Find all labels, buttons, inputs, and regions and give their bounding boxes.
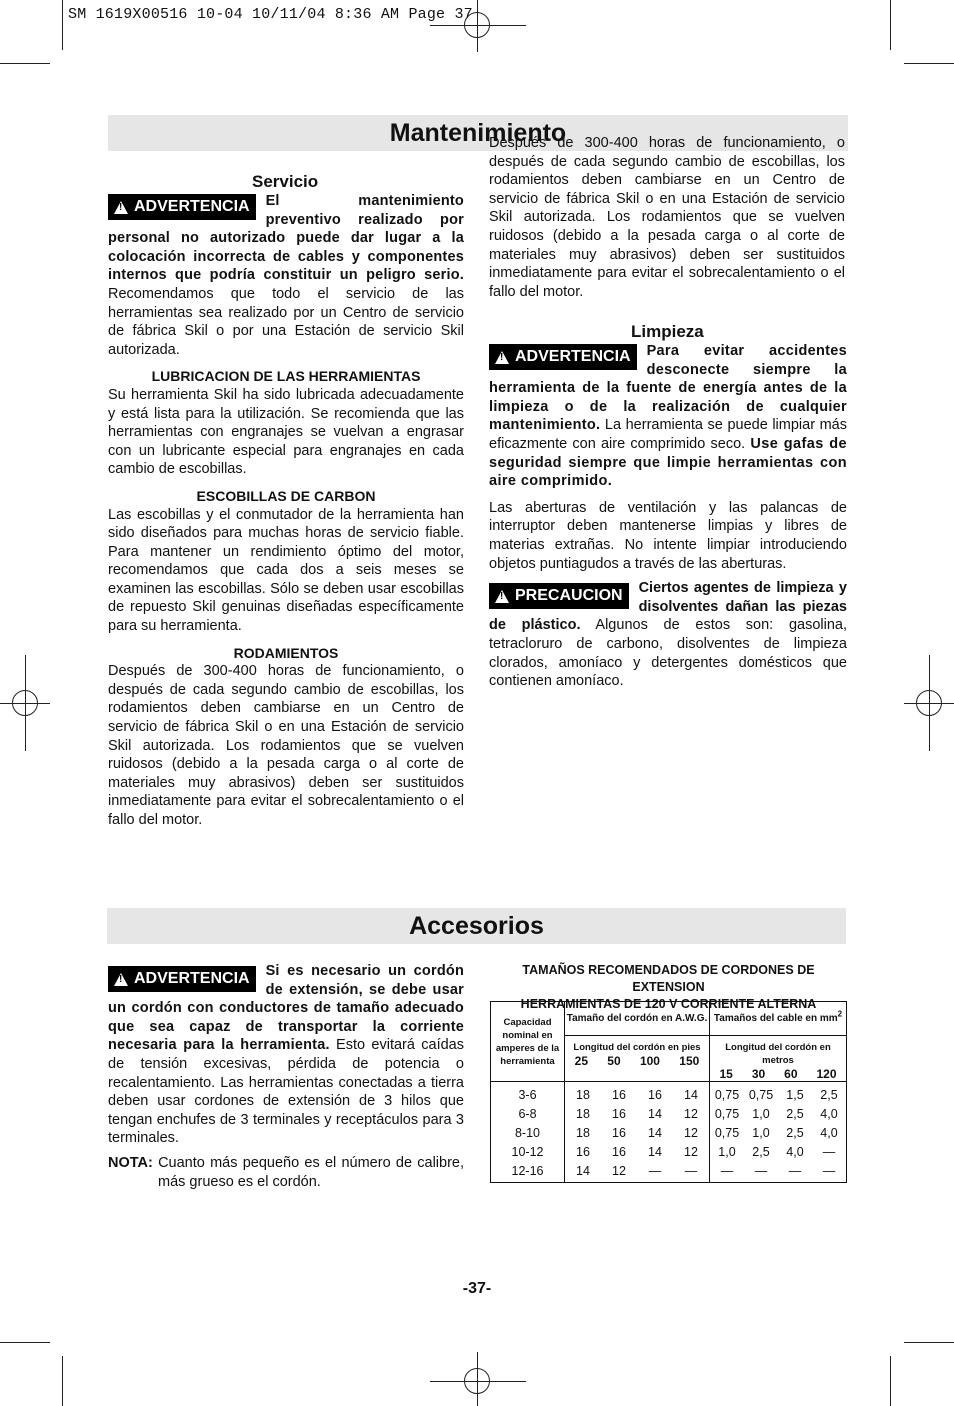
acc-text: Esto evitará caídas de tensión excesivas, pérdida de potencia o recalentamiento. Las herramientas conectadas a tierra deben usar cordones de extensión de 3 hilos que tengan enchufes de 3 terminales y receptáculos para 3 terminales. — [108, 1037, 464, 1147]
servicio-text: Recomendamos que todo el servicio de las herramientas sea realizado por un Centro de servicio de fábrica Skil o por una Estación de servicio Skil autorizada. — [108, 285, 464, 358]
table-title: TAMAÑOS RECOMENDADOS DE CORDONES DE EXTENSION HERRAMIENTAS DE 120 V CORRIENTE ALTERNA — [520, 963, 817, 1011]
warning-icon: ! — [114, 201, 128, 214]
crop-mark — [904, 1342, 954, 1343]
mm-column — [710, 1002, 846, 1182]
escobillas-text: Las escobillas y el conmutador de la herramienta han sido diseñados para muchas horas de servicio fiable. Para mantener un rendimiento óptimo del motor, recomendamos que cada dos a seis meses se examinen las escobillas. Sólo se deben usar escobillas de repuesto Skil genuinas diseñadas específicamente para su herramienta. — [108, 506, 464, 635]
warning-icon: ! — [495, 590, 509, 603]
table-row: 18 16 16 14 — [576, 1088, 698, 1102]
rodamientos-continuation — [489, 135, 847, 304]
amps-cell: 10-12 — [511, 1145, 544, 1159]
length-header: 15 — [719, 1067, 733, 1081]
maint-right-column — [489, 135, 847, 691]
amps-cell: 12-16 — [511, 1164, 544, 1178]
rodamientos-heading: RODAMIENTOS — [233, 644, 339, 661]
limpieza-heading: Limpieza — [631, 322, 704, 341]
crop-mark — [904, 63, 954, 64]
rodamientos-text-cont: Después de 300-400 horas de funcionamiento, o después de cada segundo cambio de escobillas, los rodamientos deben cambiarse en un Centro de servicio de fábrica Skil o en una Estación de servicio Skil autorizada. Los rodamientos que se vuelven ruidosos (debido a la pesada carga o al corte de materiales muy abrasivos) deben ser sustituidos inmediatamente para evitar el sobrecalentamiento o el fallo del motor. — [489, 135, 845, 300]
nota-text: Cuanto más pequeño es el número de calibre, más grueso es el cordón. — [152, 1154, 464, 1190]
warning-badge: ! ADVERTENCIA — [489, 344, 637, 370]
crop-mark — [890, 0, 891, 50]
length-header: 30 — [751, 1067, 766, 1081]
table-row: 0,75 0,75 1,5 2,5 — [714, 1088, 838, 1102]
lubricacion-heading: LUBRICACION DE LAS HERRAMIENTAS — [151, 368, 421, 385]
limpieza-bold: Para evitar accidentes desconecte siempre la herramienta de la fuente de energía antes de la limpieza o de la realización de cualquier mantenimiento. — [489, 343, 847, 434]
caution-badge: ! PRECAUCION — [489, 583, 629, 609]
limpieza-para2: Las aberturas de ventilación y las palancas de interruptor deben mantenerse limpias y libres de materias extrañas. No intente limpiar introduciendo objetos puntiagudos a través de las aberturas. — [489, 499, 847, 572]
nota — [108, 1154, 464, 1191]
length-header: 100 — [639, 1054, 660, 1068]
registration-line — [904, 703, 954, 704]
section-title: Accesorios — [409, 911, 544, 940]
rodamientos-text: Después de 300-400 horas de funcionamiento, o después de cada segundo cambio de escobillas, los rodamientos deben cambiarse en un Centro de servicio de fábrica Skil o en una Estación de servicio Skil autorizada. Los rodamientos que se vuelven ruidosos (debido a la pesada carga o al corte de materiales muy abrasivos) deben ser sustituidos inmediatamente para evitar el sobrecalentamiento o el fallo del motor. — [108, 663, 464, 828]
registration-line — [0, 703, 50, 704]
registration-line — [430, 1381, 526, 1382]
length-header: 60 — [784, 1067, 798, 1081]
amps-cell: 3-6 — [518, 1088, 537, 1102]
table-row: 0,75 1,0 2,5 4,0 — [714, 1107, 838, 1121]
length-header: 120 — [816, 1067, 837, 1081]
limpieza-bold-2: Use gafas de seguridad siempre que limpie herramientas con aire comprimido. — [489, 435, 847, 490]
amps-cell: 6-8 — [518, 1107, 537, 1121]
warning-badge: ! ADVERTENCIA — [108, 966, 256, 992]
mm-header: Tamaños del cable en $mm^2$ — [710, 1002, 846, 1036]
print-slug: SM 1619X00516 10-04 10/11/04 8:36 AM Page 37 — [68, 6, 473, 23]
table-row: 16 16 14 12 — [576, 1145, 698, 1159]
page-number: -37- — [462, 1280, 492, 1297]
amps-header: Capacidad nominal en amperes de la herramienta — [495, 1016, 560, 1067]
precaucion-text: Algunos de estos son: gasolina, tetracloruro de carbono, disolventes de limpieza clorados, amoníaco y detergentes domésticos que contienen amoníaco. — [489, 617, 847, 690]
crop-mark — [0, 63, 50, 64]
amps-cell: 8-10 — [514, 1126, 541, 1140]
crop-mark — [62, 0, 63, 50]
warning-icon: ! — [495, 351, 509, 364]
crop-mark — [0, 1342, 50, 1343]
mm-sub: Longitud del cordón en metros — [725, 1042, 831, 1066]
registration-line — [430, 25, 526, 26]
table-row: — — — — — [720, 1164, 836, 1178]
acc-left-column — [108, 962, 464, 1191]
precaucion-bold: Ciertos agentes de limpieza y disolventes dañan las piezas de plástico. — [489, 580, 847, 634]
lubricacion-text: Su herramienta Skil ha sido lubricada adecuadamente y está lista para la utilización. Se recomienda que las herramientas con engranajes se vuelvan a engrasar con un lubricante especial para engranajes en cada cambio de escobillas. — [108, 386, 464, 478]
nota-label: NOTA: — [108, 1154, 153, 1171]
warning-icon: ! — [114, 973, 128, 986]
awg-header: Tamaño del cordón en A.W.G. — [565, 1002, 709, 1036]
section-title: Mantenimiento — [389, 118, 567, 147]
warning-badge: ! ADVERTENCIA — [108, 194, 256, 220]
limpieza-text: La herramienta se puede limpiar más eficazmente con aire comprimido seco. — [489, 417, 847, 452]
amps-column — [491, 1002, 565, 1182]
table-row: 0,75 1,0 2,5 4,0 — [714, 1126, 838, 1140]
registration-line — [477, 1352, 478, 1406]
section-band-accesorios — [107, 908, 846, 944]
servicio-bold: El mantenimiento preventivo realizado por personal no autorizado puede dar lugar a la colocación incorrecta de cables y componentes internos que podría constituir un peligro serio. — [108, 193, 464, 284]
servicio-heading: Servicio — [252, 172, 319, 191]
length-header: 150 — [679, 1054, 700, 1068]
maint-left-column — [108, 172, 464, 828]
registration-line — [477, 0, 478, 52]
table-row: 18 16 14 12 — [576, 1126, 698, 1140]
escobillas-heading: ESCOBILLAS DE CARBON — [196, 487, 376, 504]
crop-mark — [62, 1356, 63, 1406]
table-row: 1,0 2,5 4,0 — — [718, 1145, 836, 1159]
awg-sub: Longitud del cordón en pies — [573, 1042, 701, 1053]
crop-mark — [890, 1356, 891, 1406]
length-header: 50 — [607, 1054, 621, 1068]
cord-size-table — [490, 1001, 847, 1183]
table-row: 14 12 — — — [576, 1164, 698, 1178]
acc-bold: Si es necesario un cordón de extensión, se debe usar un cordón con conductores de tamaño adecuado que sea capaz de transportar la corriente necesaria para la herramienta. — [108, 963, 464, 1054]
length-header: 25 — [574, 1054, 588, 1068]
table-row: 18 16 14 12 — [576, 1107, 698, 1121]
awg-column — [565, 1002, 710, 1182]
